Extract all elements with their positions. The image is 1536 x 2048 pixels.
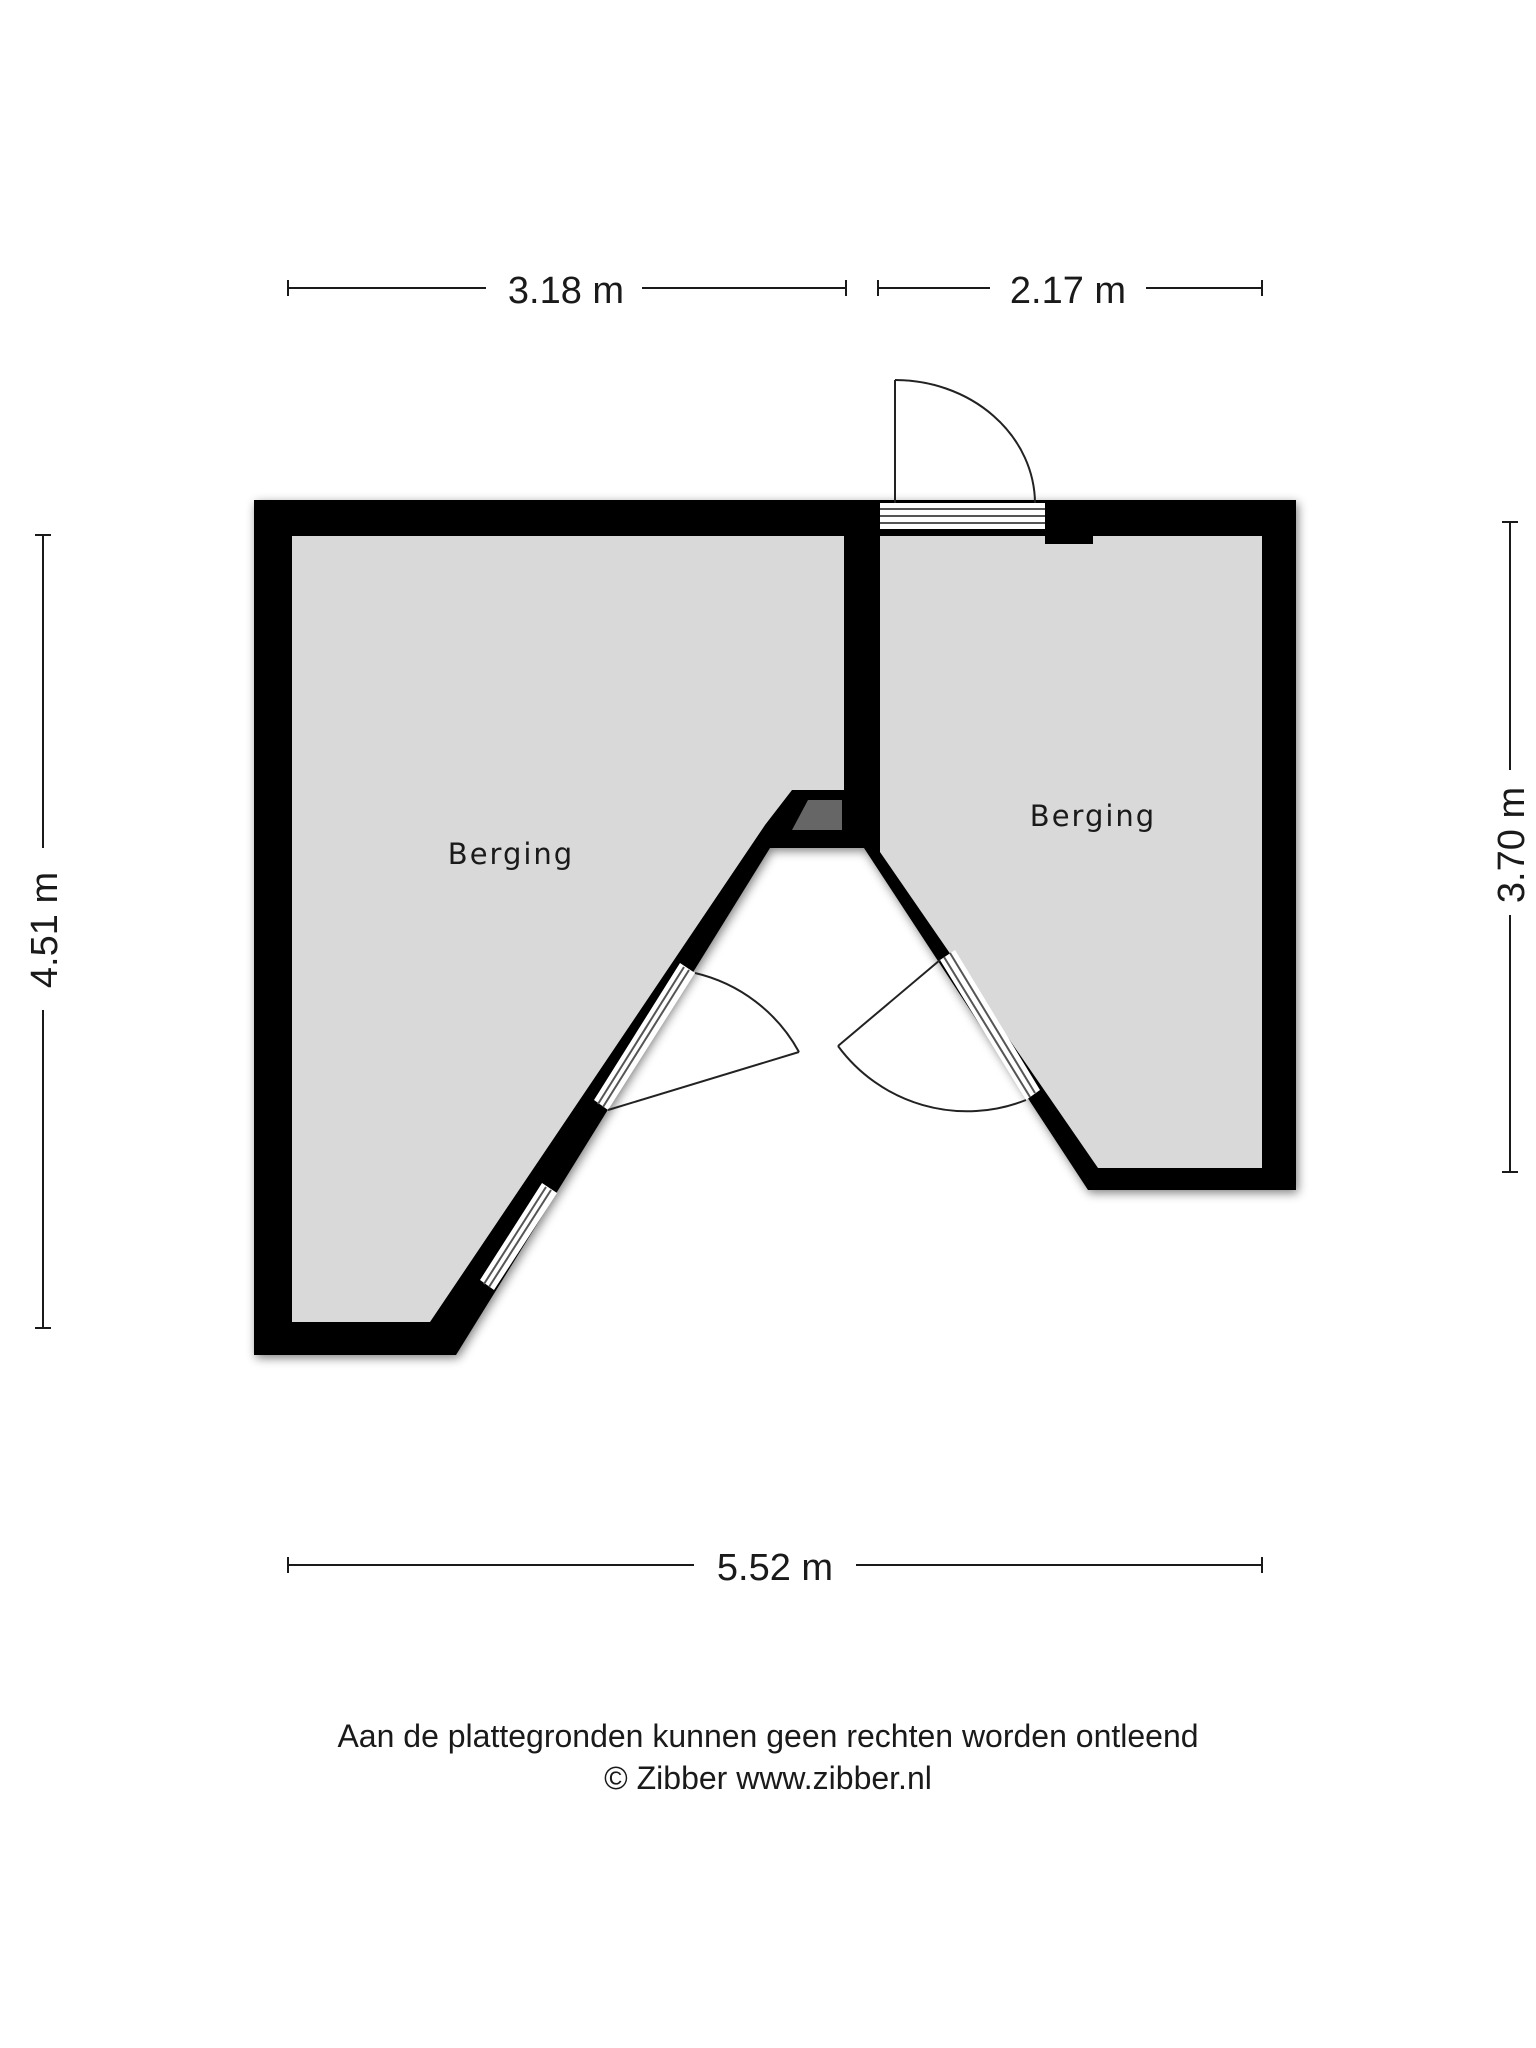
top-door: [880, 380, 1045, 529]
dimension-label-top-left: 3.18 m: [507, 270, 625, 312]
room-label-left: Berging: [447, 837, 575, 871]
dimension-label-bottom: 5.52 m: [716, 1547, 834, 1589]
dimension-label-top-right: 2.17 m: [1009, 270, 1127, 312]
right-room-floor: [880, 536, 1262, 1168]
dimension-label-left: 4.51 m: [24, 871, 66, 989]
copyright-text: © Zibber www.zibber.nl: [604, 1760, 932, 1796]
pillar: [1045, 520, 1093, 544]
dimension-label-right: 3.70 m: [1491, 786, 1533, 904]
room-label-right: Berging: [1029, 799, 1157, 833]
left-room-floor: [292, 536, 844, 1322]
disclaimer-text: Aan de plattegronden kunnen geen rechten worden ontleend: [337, 1718, 1199, 1754]
